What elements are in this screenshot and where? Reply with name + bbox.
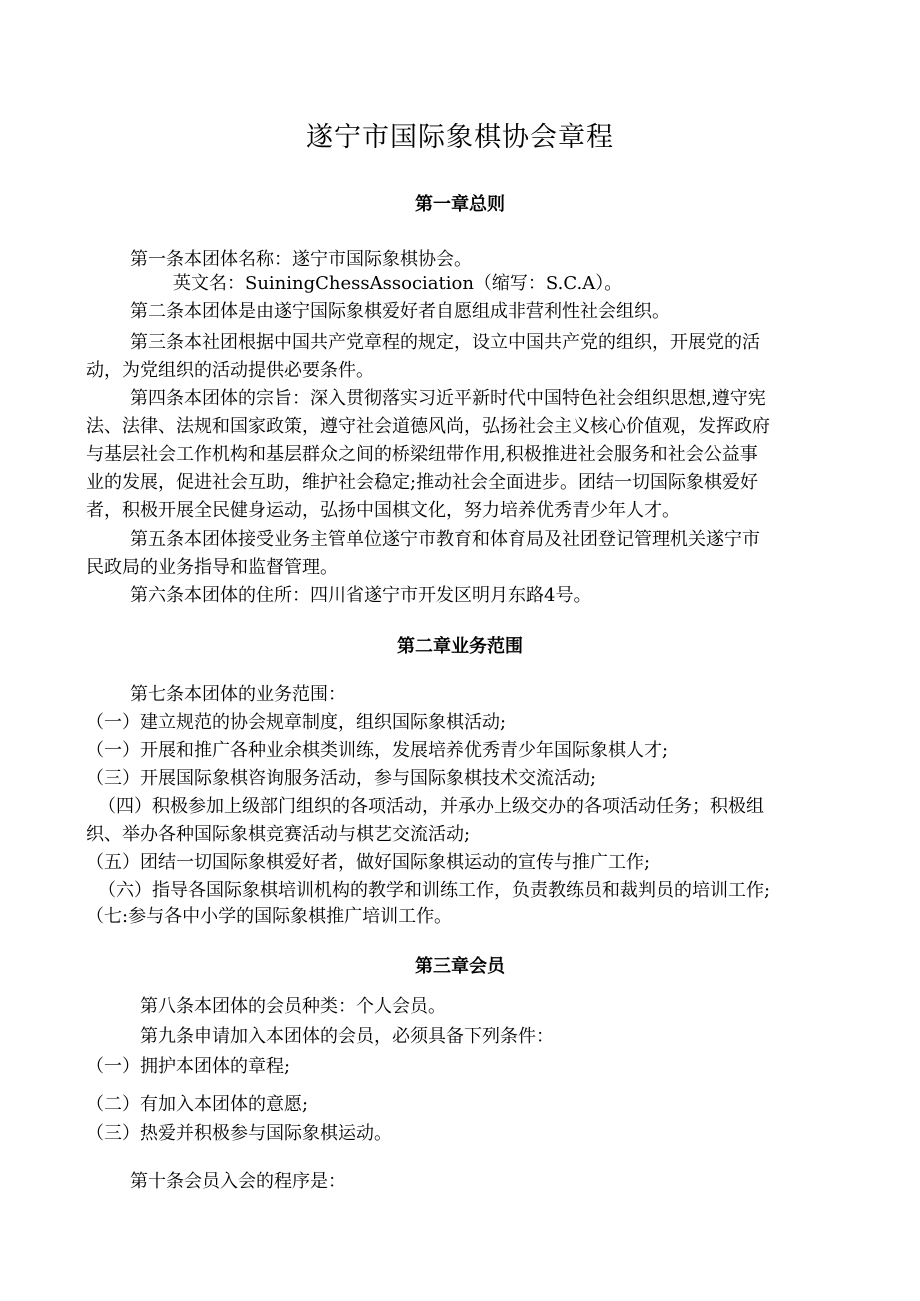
text-line: 第五条本团体接受业务主管单位遂宁市教育和体育局及社团登记管理机关遂宁市 — [130, 529, 760, 550]
text-line: 第六条本团体的住所：四川省遂宁市开发区明月东路4号。 — [130, 585, 592, 606]
text-line: 第九条申请加入本团体的会员，必须具备下列条件： — [140, 1026, 554, 1047]
text-line: 第七条本团体的业务范围： — [130, 684, 346, 705]
text-line: 第十条会员入会的程序是： — [130, 1171, 346, 1192]
text-line: （三）热爱并积极参与国际象棋运动。 — [86, 1123, 392, 1144]
text-line: （三）开展国际象棋咨询服务活动，参与国际象棋技术交流活动; — [86, 768, 597, 789]
text-line: 动，为党组织的活动提供必要条件。 — [86, 360, 374, 381]
document-title: 遂宁市国际象棋协会章程 — [306, 122, 614, 153]
text-line: 英文名：SuiningChessAssociation（缩写：S.C.A）。 — [173, 273, 623, 294]
text-line: 第四条本团体的宗旨：深入贯彻落实习近平新时代中国特色社会组织思想,遵守宪 — [130, 388, 766, 409]
text-line: 第二条本团体是由遂宁国际象棋爱好者自愿组成非营利性社会组织。 — [130, 301, 670, 322]
text-line: 第三条本社团根据中国共产党章程的规定，设立中国共产党的组织，开展党的活 — [130, 332, 760, 353]
text-line: （一）开展和推广各种业余棋类训练，发展培养优秀青少年国际象棋人才; — [86, 740, 669, 761]
text-line: 业的发展，促进社会互助，维护社会稳定;推动社会全面进步。团结一切国际象棋爱好 — [86, 472, 759, 493]
text-line: （四）积极参加上级部门组织的各项活动，并承办上级交办的各项活动任务；积极组 — [98, 796, 764, 817]
text-line: 者，积极开展全民健身运动，弘扬中国棋文化，努力培养优秀青少年人才。 — [86, 500, 680, 521]
text-line: （五）团结一切国际象棋爱好者，做好国际象棋运动的宣传与推广工作; — [86, 852, 651, 873]
text-line: （一）拥护本团体的章程; — [86, 1056, 291, 1077]
chapter-heading: 第三章会员 — [415, 956, 505, 977]
chapter-heading: 第一章总则 — [415, 194, 505, 215]
text-line: （二）有加入本团体的意愿; — [86, 1094, 309, 1115]
text-line: 第八条本团体的会员种类：个人会员。 — [140, 996, 446, 1017]
text-line: 法、法律、法规和国家政策，遵守社会道德风尚，弘扬社会主义核心价值观，发挥政府 — [86, 416, 770, 437]
text-line: （七:参与各中小学的国际象棋推广培训工作。 — [86, 906, 453, 927]
chapter-heading: 第二章业务范围 — [397, 636, 523, 657]
text-line: 第一条本团体名称：遂宁市国际象棋协会。 — [130, 249, 472, 270]
text-line: （一）建立规范的协会规章制度，组织国际象棋活动; — [86, 712, 507, 733]
text-line: 民政局的业务指导和监督管理。 — [86, 557, 338, 578]
text-line: 与基层社会工作机构和基层群众之间的桥梁纽带作用,积极推进社会服务和社会公益事 — [86, 444, 758, 465]
text-line: 织、举办各种国际象棋竞赛活动与棋艺交流活动; — [86, 824, 471, 845]
text-line: （六）指导各国际象棋培训机构的教学和训练工作，负责教练员和裁判员的培训工作; — [98, 880, 771, 901]
